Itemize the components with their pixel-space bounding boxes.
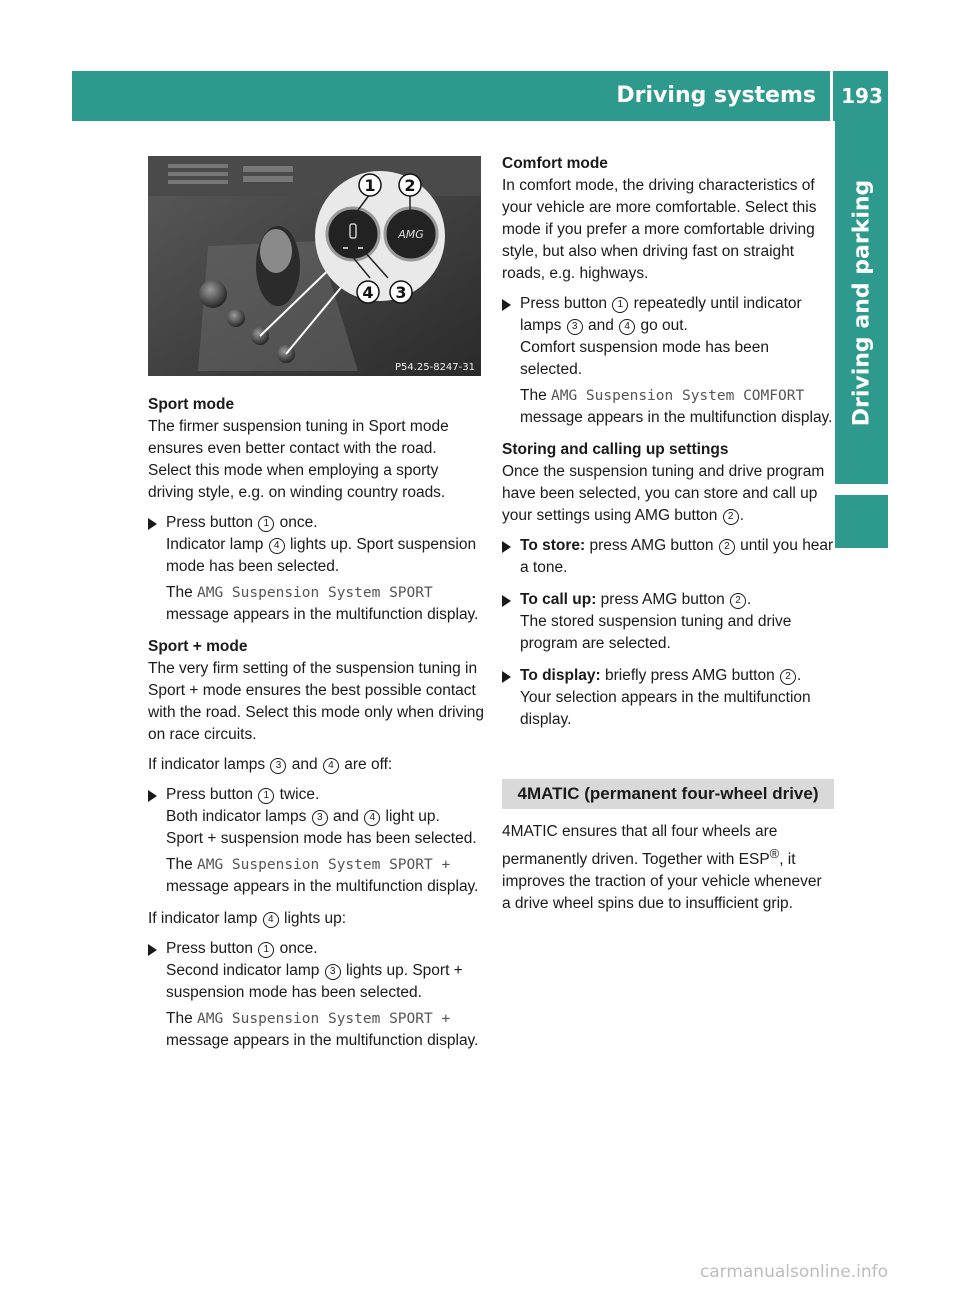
- right-column: [502, 153, 834, 923]
- callout-ref-4-icon: 4: [323, 758, 339, 774]
- instruction-step: [148, 784, 484, 898]
- chapter-tab: [835, 121, 888, 484]
- dial-knob: [199, 280, 227, 308]
- instruction-step: [148, 512, 484, 626]
- storing-body: Once the suspension tuning and drive program have been selected, you can store and call up your settings using AMG button 2 .: [502, 463, 825, 524]
- instruction-step: [148, 938, 484, 1052]
- step-text: Press button 1 repeatedly until indicator lamps 3 and 4 go out. Comfort suspension mode has been selected.: [520, 295, 802, 378]
- instruction-step: [502, 589, 834, 655]
- callout-ref-1-icon: 1: [258, 516, 274, 532]
- sport-plus-body: The very firm setting of the suspension tuning in Sport + mode ensures the best possible contact with the road. Select this mode only when driving on race circuits.: [148, 660, 485, 743]
- chapter-marker: [835, 495, 888, 548]
- callout-ref-2-icon: 2: [719, 539, 735, 555]
- callout-ref-2-icon: 2: [780, 669, 796, 685]
- section-title: Driving systems: [616, 83, 816, 108]
- sport-plus-heading: Sport + mode: [148, 638, 248, 655]
- callout-ref-3-icon: 3: [312, 810, 328, 826]
- step-arrow-icon: [502, 299, 511, 311]
- step-arrow-icon: [502, 671, 511, 683]
- small-button-1: [227, 309, 245, 327]
- callout-ref-4-icon: 4: [364, 810, 380, 826]
- step-message: The AMG Suspension System SPORT message appears in the multifunction display.: [166, 584, 479, 623]
- callout-ref-4-icon: 4: [269, 538, 285, 554]
- callout-ref-1-icon: 1: [612, 297, 628, 313]
- step-arrow-icon: [502, 541, 511, 553]
- callout-ref-1-icon: 1: [258, 942, 274, 958]
- suspension-button: [327, 208, 379, 260]
- instruction-step: [502, 535, 834, 579]
- step-text: To display: briefly press AMG button 2 . Your selection appears in the multifunction display.: [520, 667, 811, 728]
- 4matic-body: 4MATIC ensures that all four wheels are permanently driven. Together with ESP®, it improves the traction of your vehicle whenever a drive wheel spins due to insufficient grip.: [502, 823, 822, 913]
- photo-reference: P54.25-8247-31: [394, 362, 475, 373]
- step-arrow-icon: [148, 790, 157, 802]
- step-arrow-icon: [148, 944, 157, 956]
- step-arrow-icon: [502, 595, 511, 607]
- step-message: The AMG Suspension System SPORT + message appears in the multifunction display.: [166, 856, 479, 895]
- photo-illustration: [148, 156, 481, 376]
- page-number: 193: [841, 84, 883, 108]
- step-message: The AMG Suspension System COMFORT message appears in the multifunction display.: [520, 387, 833, 426]
- comfort-mode-heading: Comfort mode: [502, 155, 608, 172]
- 4matic-heading: 4MATIC (permanent four-wheel drive): [502, 779, 834, 809]
- step-text: To store: press AMG button 2 until you hear a tone.: [520, 537, 834, 576]
- step-arrow-icon: [148, 518, 157, 530]
- callout-3-label: 3: [395, 283, 407, 302]
- callout-ref-3-icon: 3: [270, 758, 286, 774]
- condition-text: If indicator lamps 3 and 4 are off:: [148, 756, 393, 773]
- callout-ref-3-icon: 3: [325, 964, 341, 980]
- watermark: carmanualsonline.info: [699, 1262, 888, 1282]
- callout-ref-4-icon: 4: [619, 319, 635, 335]
- callout-ref-2-icon: 2: [723, 509, 739, 525]
- comfort-mode-body: In comfort mode, the driving characteristics of your vehicle are more comfortable. Select this mode if you prefer a more comfortable driving style, but also when driving fast on straight roads, e.g. highways.: [502, 177, 817, 282]
- amg-button-label: AMG: [398, 228, 424, 241]
- callout-ref-2-icon: 2: [730, 593, 746, 609]
- storing-heading: Storing and calling up settings: [502, 441, 729, 458]
- page-header: [72, 71, 888, 121]
- callout-ref-1-icon: 1: [258, 788, 274, 804]
- instruction-step: [502, 293, 834, 429]
- callout-ref-4-icon: 4: [263, 912, 279, 928]
- sport-mode-body: The firmer suspension tuning in Sport mode ensures even better contact with the road. Select this mode when employing a sporty driving style, e.g. on winding country roads.: [148, 418, 449, 501]
- header-divider: [830, 71, 833, 121]
- callout-4-label: 4: [362, 283, 374, 302]
- step-text: Press button 1 once. Second indicator lamp 3 lights up. Sport + suspension mode has been selected.: [166, 940, 463, 1001]
- step-text: To call up: press AMG button 2 . The stored suspension tuning and drive program are selected.: [520, 591, 792, 652]
- chapter-tab-label: Driving and parking: [849, 179, 874, 426]
- callout-ref-3-icon: 3: [567, 319, 583, 335]
- instruction-step: [502, 665, 834, 731]
- left-column: [148, 394, 484, 1062]
- sport-mode-heading: Sport mode: [148, 396, 235, 413]
- step-message: The AMG Suspension System SPORT + message appears in the multifunction display.: [166, 1010, 479, 1049]
- condition-text: If indicator lamp 4 lights up:: [148, 910, 347, 927]
- step-text: Press button 1 twice. Both indicator lamps 3 and 4 light up. Sport + suspension mode has been selected.: [166, 786, 477, 847]
- step-text: Press button 1 once. Indicator lamp 4 lights up. Sport suspension mode has been selected.: [166, 514, 477, 575]
- suspension-buttons-photo: [148, 156, 481, 376]
- callout-2-label: 2: [404, 176, 416, 195]
- callout-1-label: 1: [364, 176, 376, 195]
